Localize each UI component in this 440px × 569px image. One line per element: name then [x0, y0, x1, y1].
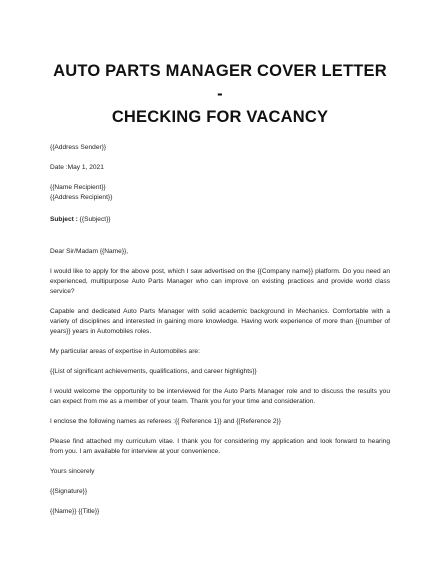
address-recipient: {{Address Recipient}} [50, 194, 113, 201]
paragraph-attachment: Please find attached my curriculum vitae. I thank you for considering my application and look forward to hearing from you. I am available for interview at your convenience. [50, 438, 390, 455]
paragraph-achievements: {{List of significant achievements, qualifications, and career highlights}} [50, 368, 257, 375]
address-sender: {{Address Sender}} [50, 144, 107, 151]
subject-label: Subject : [50, 216, 78, 223]
title-line-1: AUTO PARTS MANAGER COVER LETTER - [53, 62, 387, 103]
paragraph-referees: I enclose the following names as referees :{{ Reference 1}} and {{Reference 2}} [50, 418, 281, 425]
subject-line [50, 215, 390, 225]
paragraph-intro: I would like to apply for the above post, which I saw advertised on the {{Company name}} platform. Do you need an experienced, multipurpose Auto Parts Manager who can improve on existing practices and provide world class service? [50, 268, 390, 295]
paragraph-expertise: My particular areas of expertise in Automobiles are: [50, 348, 200, 355]
closing: Yours sincerely [50, 468, 95, 475]
subject-value: {{Subject}} [77, 216, 111, 223]
signature: {{Signature}} [50, 488, 88, 495]
letter-date: Date :May 1, 2021 [50, 164, 104, 171]
paragraph-background: Capable and dedicated Auto Parts Manager with solid academic background in Mechanics. Comfortable with a variety of disciplines and interested in gaining more knowledge. Having work experience of more than {{number of years}} years in Automobiles roles. [50, 308, 390, 335]
paragraph-interview: I would welcome the opportunity to be interviewed for the Auto Parts Manager role and to discuss the results you can expect from me as a member of your team. Thank you for your time and consideration. [50, 388, 390, 405]
name-recipient: {{Name Recipient}} [50, 184, 106, 191]
salutation: Dear Sir/Madam {{Name}}, [50, 248, 129, 255]
title-line-2: CHECKING FOR VACANCY [111, 108, 329, 126]
document-title [50, 60, 390, 129]
name-title: {{Name}} {{Title}} [50, 508, 100, 515]
